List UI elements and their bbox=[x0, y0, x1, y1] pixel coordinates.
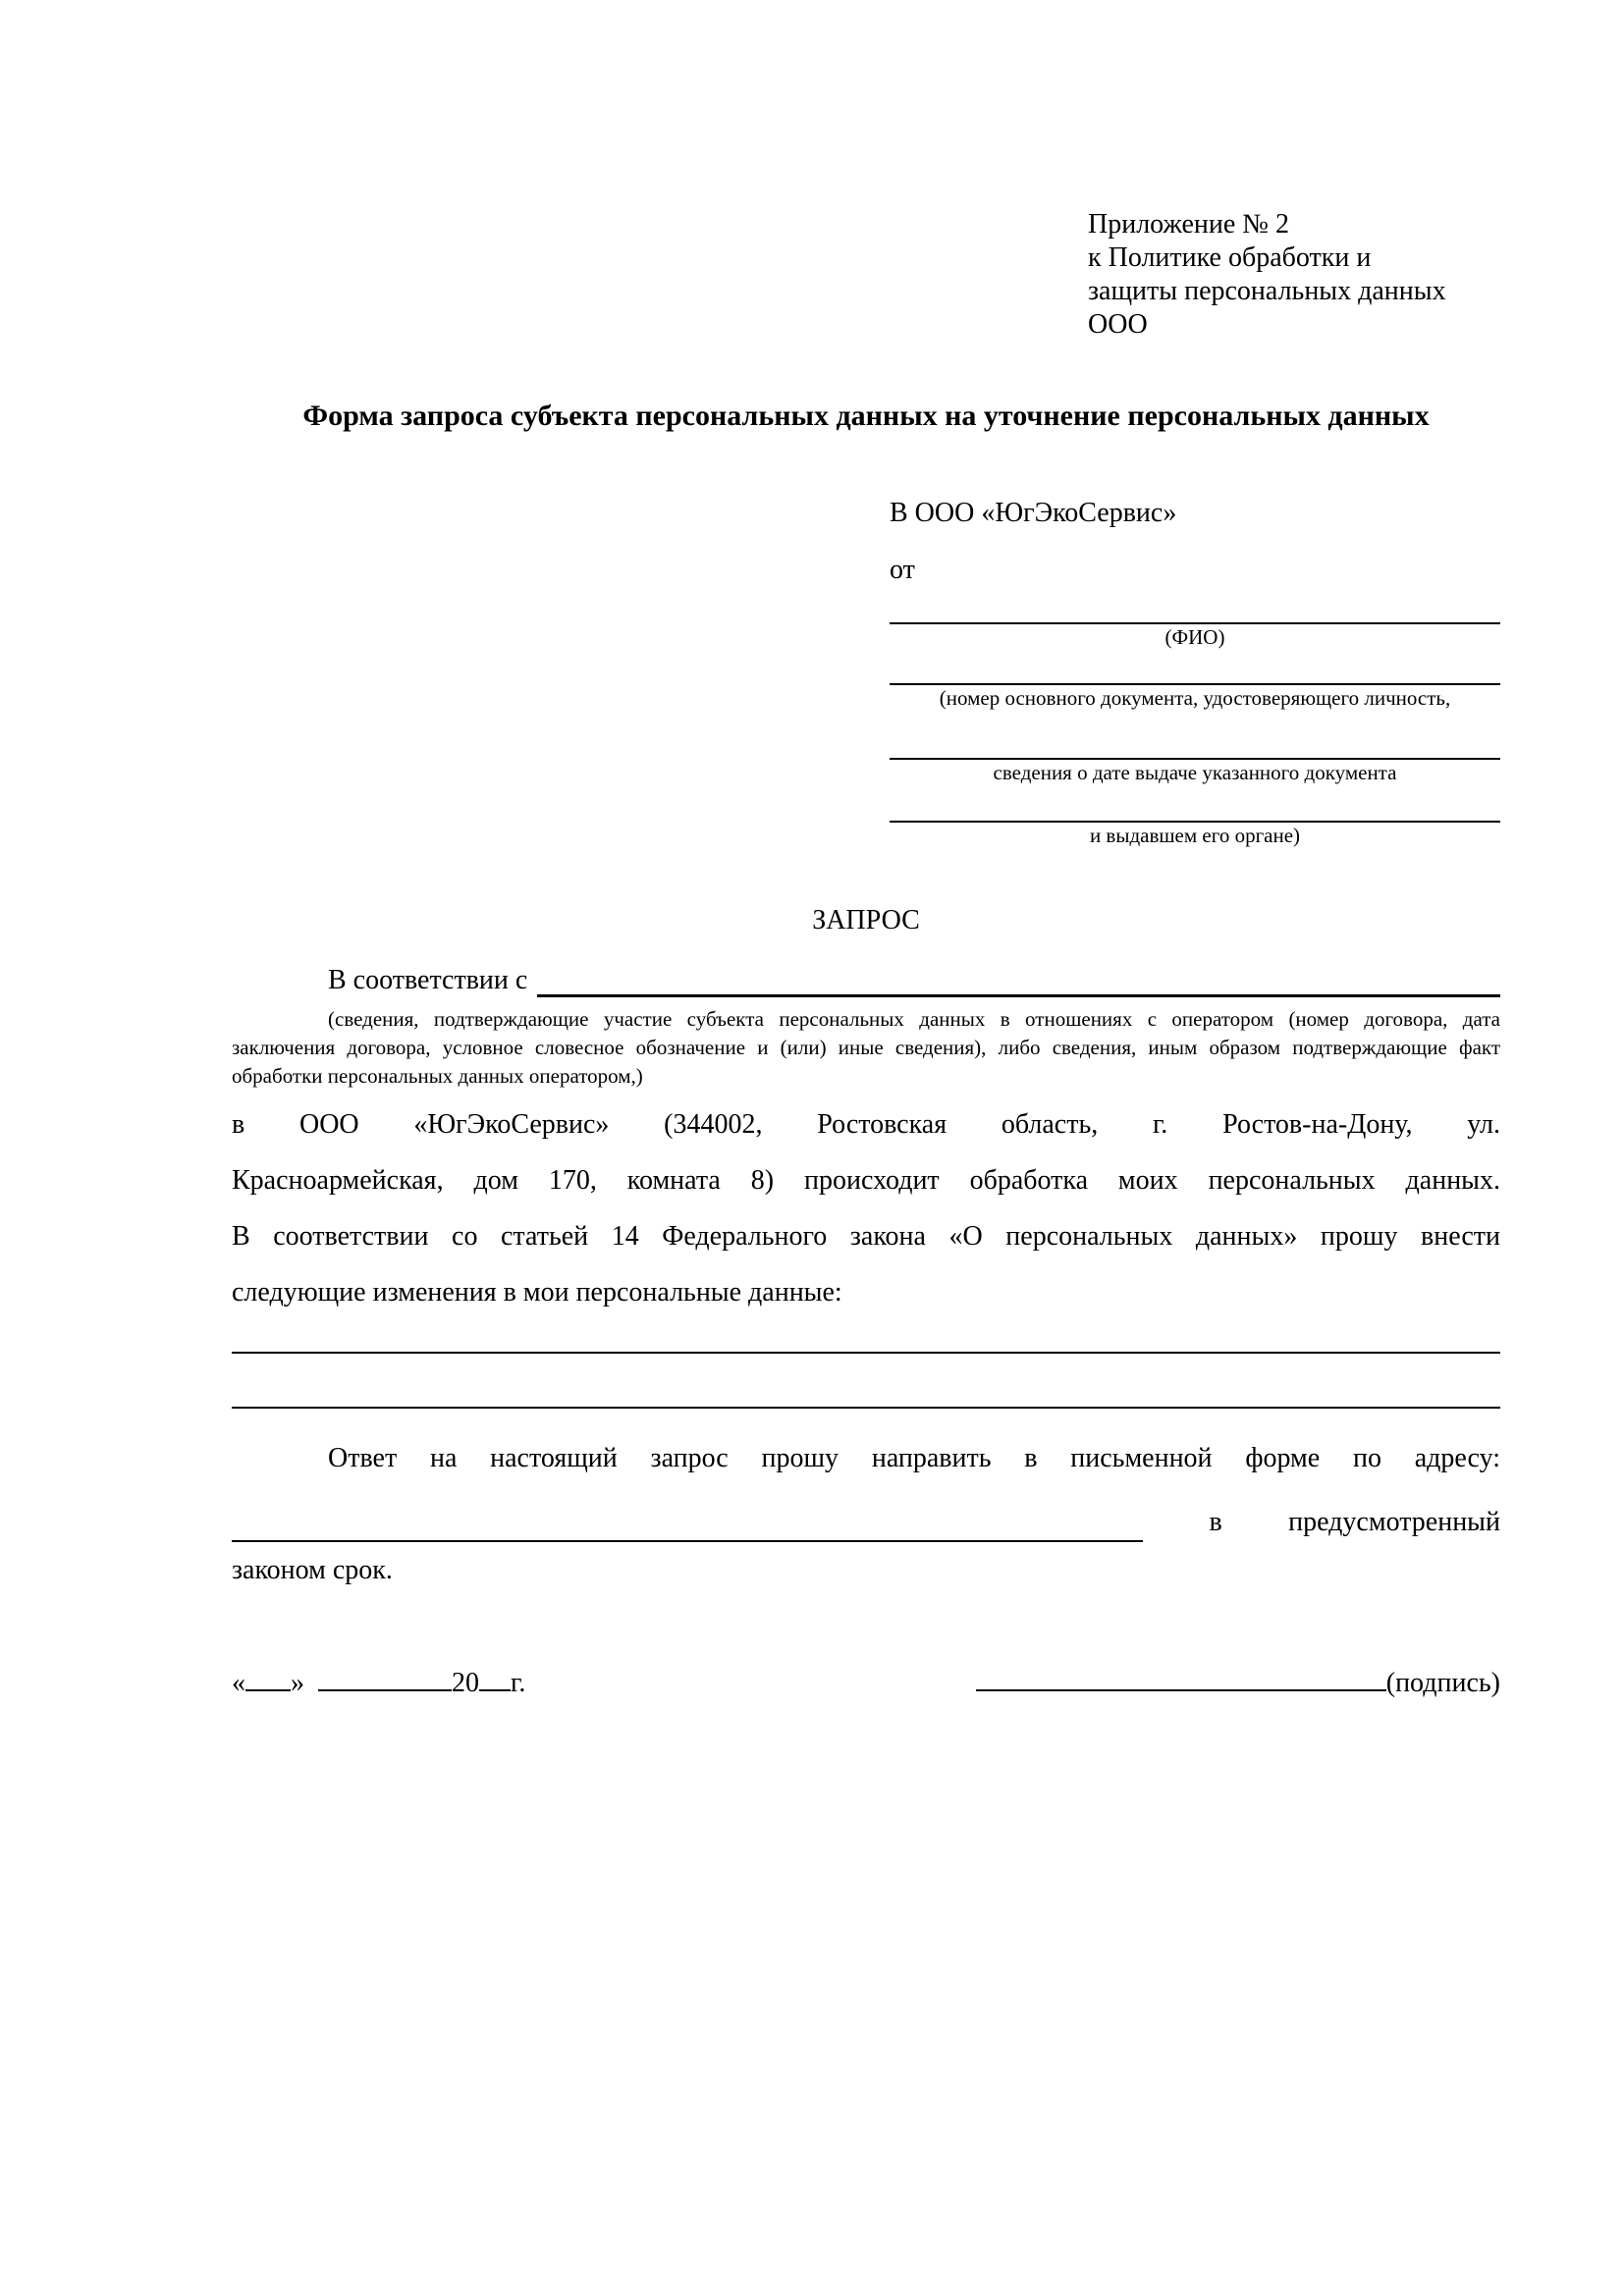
form-title: Форма запроса субъекта персональных данных на уточнение персональных данных bbox=[302, 400, 1430, 432]
date-year-century: 20 bbox=[452, 1668, 479, 1698]
reply-address-row bbox=[232, 1486, 1500, 1542]
body-text-line: В соответствии со статьей 14 Федерального закона «О персональных данных» прошу внести bbox=[232, 1221, 1500, 1252]
basis-footnote-line: заключения договора, условное словесное обозначение и (или) иные сведения), либо сведения, иным образом подтверждающие факт bbox=[232, 1036, 1500, 1059]
basis-footnote-line: (сведения, подтверждающие участие субъекта персональных данных в отношениях с оператором (номер договора, дата bbox=[328, 1007, 1500, 1031]
date-year-blank[interactable] bbox=[479, 1689, 511, 1691]
issue-date-caption: сведения о дате выдаче указанного документа bbox=[993, 761, 1397, 784]
basis-lead-text: В соответствии с bbox=[328, 965, 528, 995]
basis-footnote-line: обработки персональных данных оператором,) bbox=[232, 1064, 643, 1088]
addressee-from-label: от bbox=[890, 555, 915, 585]
reply-tail-word-1: в bbox=[1209, 1507, 1222, 1537]
appendix-note bbox=[1088, 208, 1500, 342]
changes-blank-line-1[interactable] bbox=[232, 1352, 1500, 1354]
date-group bbox=[232, 1667, 525, 1700]
date-open-quote: « bbox=[232, 1668, 245, 1698]
fio-caption: (ФИО) bbox=[1164, 625, 1225, 649]
appendix-note-line: к Политике обработки и bbox=[1088, 242, 1372, 273]
signature-blank-line[interactable] bbox=[976, 1689, 1386, 1691]
date-year-suffix: г. bbox=[511, 1668, 526, 1698]
identity-document-number-caption: (номер основного документа, удостоверяющего личность, bbox=[939, 686, 1451, 710]
body-text-line: в ООО «ЮгЭкоСервис» (344002, Ростовская область, г. Ростов-на-Дону, ул. bbox=[232, 1109, 1500, 1140]
signature-caption: (подпись) bbox=[1385, 1668, 1500, 1698]
appendix-note-line: защиты персональных данных bbox=[1088, 276, 1446, 306]
body-text-line: следующие изменения в мои персональные данные: bbox=[232, 1277, 842, 1308]
body-paragraph bbox=[232, 1096, 1500, 1320]
reply-lead-text: Ответ на настоящий запрос прошу направить в письменной форме по адресу: bbox=[328, 1443, 1500, 1473]
issuing-authority-caption: и выдавшем его органе) bbox=[1089, 824, 1301, 847]
appendix-note-line: ООО bbox=[1088, 309, 1148, 340]
date-signature-row bbox=[232, 1667, 1500, 1700]
basis-blank-line[interactable] bbox=[537, 994, 1500, 997]
signature-group bbox=[976, 1667, 1500, 1700]
changes-blank-line-2[interactable] bbox=[232, 1407, 1500, 1409]
appendix-note-line: Приложение № 2 bbox=[1088, 209, 1289, 240]
basis-footnote bbox=[232, 1005, 1500, 1091]
date-month-blank[interactable] bbox=[318, 1689, 452, 1691]
date-close-quote: » bbox=[291, 1668, 304, 1698]
basis-row bbox=[232, 964, 1500, 997]
date-day-blank[interactable] bbox=[245, 1689, 291, 1691]
request-heading: ЗАПРОС bbox=[812, 905, 920, 935]
body-text-line: Красноармейская, дом 170, комната 8) происходит обработка моих персональных данных. bbox=[232, 1165, 1500, 1196]
reply-tail-word-2: предусмотренный bbox=[1288, 1507, 1500, 1537]
addressee-organization: В ООО «ЮгЭкоСервис» bbox=[890, 498, 1177, 528]
reply-tail-end: законом срок. bbox=[232, 1555, 393, 1585]
addressee-block bbox=[890, 497, 1500, 848]
